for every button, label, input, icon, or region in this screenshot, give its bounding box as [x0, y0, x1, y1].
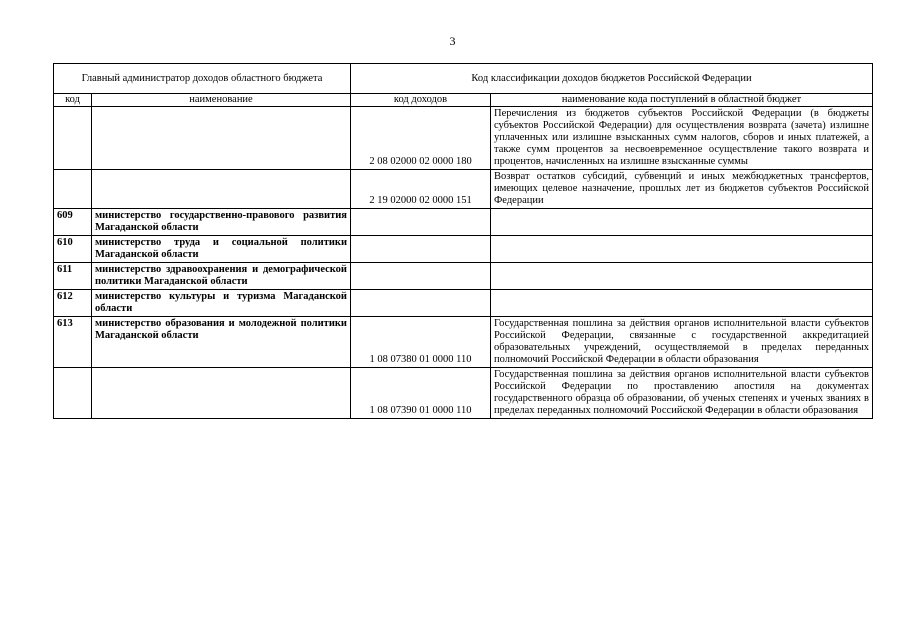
- admin-code-cell: [54, 107, 92, 170]
- admin-name-cell: министерство государственно-правового развития Магаданской области: [92, 209, 351, 236]
- header-col-income-code: код доходов: [351, 94, 491, 107]
- income-name-cell: [491, 263, 873, 290]
- table-row: [54, 290, 873, 317]
- admin-code-cell: [54, 170, 92, 209]
- revenue-classification-table: [53, 63, 873, 419]
- table-row: [54, 236, 873, 263]
- admin-name-cell: министерство культуры и туризма Магаданской области: [92, 290, 351, 317]
- header-col-name: наименование: [92, 94, 351, 107]
- table-row: [54, 170, 873, 209]
- admin-code-cell: [54, 368, 92, 419]
- income-name-cell: [491, 209, 873, 236]
- income-code-cell: [351, 263, 491, 290]
- admin-code-cell: 611: [54, 263, 92, 290]
- admin-code-cell: 613: [54, 317, 92, 368]
- table-row: [54, 317, 873, 368]
- income-name-cell: Перечисления из бюджетов субъектов Российской Федерации (в бюджеты субъектов Российской Федерации) для осуществления возврата (зачета) излишне уплаченных или излишне взысканных сумм налогов, сборов и иных платежей, а также сумм процентов за несвоевременное осуществление такого возврата и процентов, начисленных на излишне взысканные суммы: [491, 107, 873, 170]
- admin-code-cell: 610: [54, 236, 92, 263]
- income-code-cell: [351, 236, 491, 263]
- admin-name-cell: министерство образования и молодежной политики Магаданской области: [92, 317, 351, 368]
- table-row: [54, 263, 873, 290]
- income-code-cell: 1 08 07380 01 0000 110: [351, 317, 491, 368]
- income-name-cell: [491, 290, 873, 317]
- income-name-cell: Возврат остатков субсидий, субвенций и иных межбюджетных трансфертов, имеющих целевое назначение, прошлых лет из бюджетов субъектов Российской Федерации: [491, 170, 873, 209]
- page-number: 3: [449, 34, 456, 48]
- table-row: [54, 368, 873, 419]
- admin-name-cell: [92, 170, 351, 209]
- table-row: [54, 209, 873, 236]
- admin-code-cell: 609: [54, 209, 92, 236]
- admin-name-cell: министерство труда и социальной политики Магаданской области: [92, 236, 351, 263]
- admin-code-cell: 612: [54, 290, 92, 317]
- income-name-cell: Государственная пошлина за действия органов исполнительной власти субъектов Российской Федерации по проставлению апостиля на документах государственного образца об образовании, об ученых степенях и ученых званиях в пределах переданных полномочий Российской Федерации в области образования: [491, 368, 873, 419]
- admin-name-cell: [92, 107, 351, 170]
- income-code-cell: 2 08 02000 02 0000 180: [351, 107, 491, 170]
- income-code-cell: 2 19 02000 02 0000 151: [351, 170, 491, 209]
- header-col-code: код: [54, 94, 92, 107]
- income-code-cell: [351, 290, 491, 317]
- header-col-income-name: наименование кода поступлений в областной бюджет: [491, 94, 873, 107]
- income-code-cell: 1 08 07390 01 0000 110: [351, 368, 491, 419]
- header-classification-group: Код классификации доходов бюджетов Российской Федерации: [351, 64, 873, 94]
- header-admin-group: Главный администратор доходов областного бюджета: [54, 64, 351, 94]
- income-code-cell: [351, 209, 491, 236]
- income-name-cell: [491, 236, 873, 263]
- admin-name-cell: [92, 368, 351, 419]
- admin-name-cell: министерство здравоохранения и демографической политики Магаданской области: [92, 263, 351, 290]
- table-row: [54, 107, 873, 170]
- income-name-cell: Государственная пошлина за действия органов исполнительной власти субъектов Российской Федерации, связанные с государственной аккредитацией образовательных учреждений, осуществляемой в пределах переданных полномочий Российской Федерации в области образования: [491, 317, 873, 368]
